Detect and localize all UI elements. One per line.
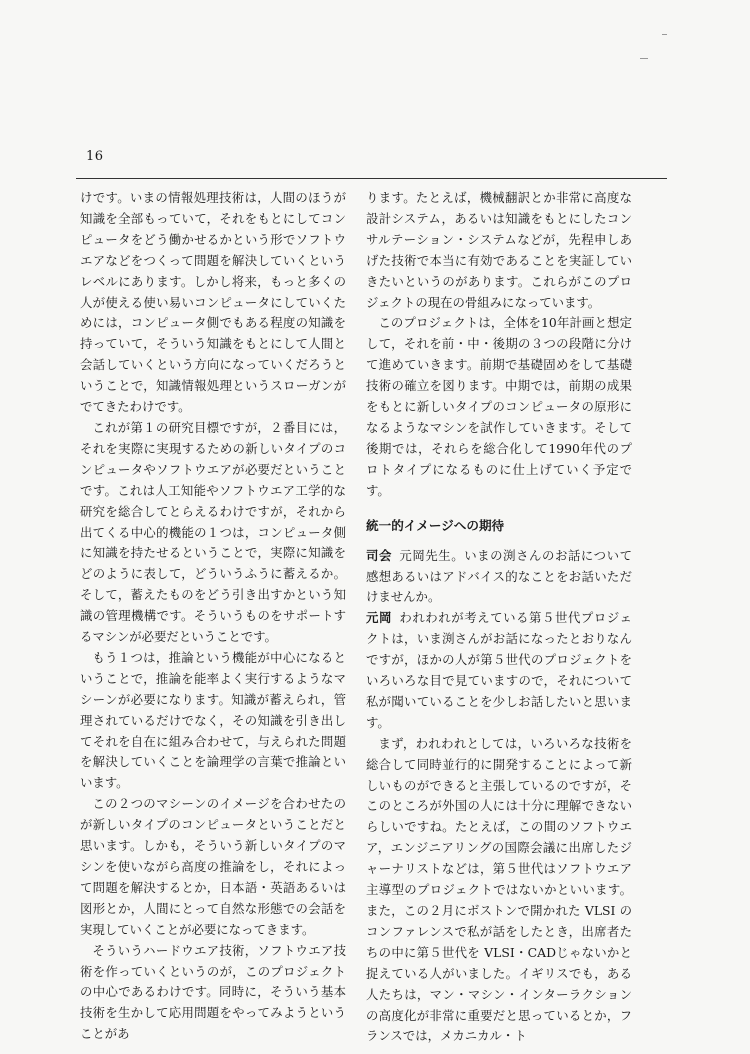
page-number: 16 <box>86 149 104 164</box>
body-paragraph: これが第１の研究目標ですが，２番目には，それを実際に実現するための新しいタイプのコンピュータやソフトウエアが必要だということです。これは人工知能やソフトウエア工学的な研究を総合してとらえるわけですが，それから出てくる中心的機能の１つは，コンピュータ側に知識を持たせるということで，実際に知識をどのように表して，どういうふうに蓄えるか。そして，蓄えたものをどう引き出すかという知識の管理機構です。そういうものをサポートするマシンが必要だということです。 <box>80 419 346 645</box>
right-column <box>366 188 632 1047</box>
body-paragraph: そういうハードウエア技術，ソフトウエア技術を作っていくというのが，このプロジェクトの中心であるわけです。同時に，そういう基本技術を生かして応用問題をやってみようということがあ <box>80 942 346 1042</box>
scan-mark <box>640 58 648 59</box>
body-paragraph: けです。いまの情報処理技術は，人間のほうが知識を全部もっていて，それをもとにしてコンピュータをどう働かせるかという形でソフトウエアなどをつくって問題を解決していくというレベルにあります。しかし将来，もっと多くの人が使える使い易いコンピュータにしていくためには，コンピュータ側でもある程度の知識を持っていて，そういう知識をもとにして人間と会話していくという方向になっていくだろうということで，知識情報処理というスローガンがでてきたわけです。 <box>80 190 346 415</box>
header-rule <box>76 178 667 179</box>
section-heading: 統一的イメージへの期待 <box>366 517 505 533</box>
dialogue-line <box>366 546 632 609</box>
body-paragraph: まず，われわれとしては，いろいろな技術を総合して同時並行的に開発することによって新しいものができると主張しているのですが，そこのところが外国の人には十分に理解できないらしいですね。たとえば，この間のソフトウエア，エンジニアリングの国際会議に出席したジャーナリストなどは，第５世代はソフトウエア主導型のプロジェクトではないかといいます。また，この２月にボストンで開かれた VLSI のコンファレンスで私が話をしたとき，出席者たちの中に第５世代を VLSI・CADじゃないかと捉えている人がいました。イギリスでも，ある人たちは，マン・マシン・インターラクションの高度化が非常に重要だと思っているとか，フランスでは，メカニカル・ト <box>366 735 632 1044</box>
body-paragraph: もう１つは，推論という機能が中心になるということで，推論を能率よく実行するようなマシーンが必要になります。知識が蓄えられ，管理されているだけでなく，その知識を引き出してそれを自在に組み合わせて，与えられた問題を解決していくことを論理学の言葉で推論といいます。 <box>80 649 346 791</box>
scan-mark <box>662 34 667 35</box>
body-paragraph: この２つのマシーンのイメージを合わせたのが新しいタイプのコンピュータということだと思います。しかも，そういう新しいタイプのマシンを使いながら高度の推論をし，それによって問題を解決するとか，日本語・英語あるいは図形とか，人間にとって自然な形態での会話を実現していくことが必要になってきます。 <box>80 796 346 937</box>
dialogue-text: われわれが考えている第５世代プロジェクトは，いま渕さんがお話になったとおりなんですが，ほかの人が第５世代のプロジェクトをいろいろな目で見ていますので，それについて私が聞いていることを少しお話したいと思います。 <box>366 610 632 730</box>
speaker-name: 元岡 <box>366 610 392 626</box>
left-column <box>80 188 346 1045</box>
speaker-name: 司会 <box>366 547 392 563</box>
body-paragraph: ります。たとえば，機械翻訳とか非常に高度な設計システム，あるいは知識をもとにしたコンサルテーション・システムなどが，先程申しあげた技術で本当に有効であることを実証していきたいというのがあります。これらがこのプロジェクトの現在の骨組みになっています。 <box>366 190 632 310</box>
dialogue-line <box>366 608 632 733</box>
dialogue-text: 元岡先生。いまの渕さんのお話について感想あるいはアドバイス的なことをお話いただけませんか。 <box>366 547 632 605</box>
body-paragraph: このプロジェクトは，全体を10年計画と想定して，それを前・中・後期の３つの段階に分けて進めていきます。前期で基礎固めをして基礎技術の確立を図ります。中期では，前期の成果をもとに新しいタイプのコンピュータの原形になるようなマシンを試作していきます。そして後期では，それらを総合化して1990年代のプロトタイプになるものに仕上げていく予定です。 <box>366 315 632 498</box>
